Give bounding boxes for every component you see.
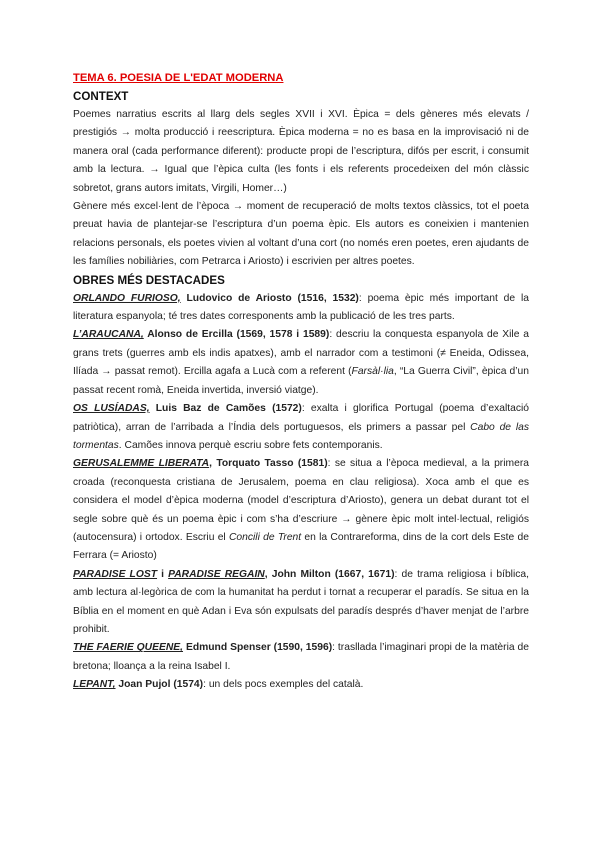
work-author: Edmund Spenser (1590, 1596): [183, 642, 333, 654]
work-description-cont: en la Contrareforma, dins de la cort dels Este de Ferrara (= Ariosto): [73, 531, 529, 562]
work-title: PARADISE LOST: [73, 568, 158, 580]
work-description-cont: , “La Guerra Civil”, èpica d’un passat recent romà, Eneida invertida, inversió viatge).: [73, 366, 530, 396]
work-entry-paradise: [73, 566, 529, 640]
work-author: , Torquato Tasso (1581): [209, 458, 328, 470]
work-title: OS LUSÍADAS,: [73, 403, 150, 415]
context-paragraph-1: Poemes narratius escrits al llarg dels segles XVII i XVI. Èpica = dels gèneres més elevats / prestigiós → molta producció i reescriptura. Èpica moderna = no es basa en la improvisació ni de manera oral (cada performance diferent): producte propi de l’escriptura, difós per escrit, i consumit amb la lectura. → Igual que l’èpica culta (les fonts i els referents procedeixen del món clàssic sobretot, grans autors imitats, Virgili, Homer…): [73, 109, 529, 194]
work-reference: Farsàl·lia: [351, 366, 394, 378]
work-title-joiner: i: [157, 568, 169, 580]
work-description: : descriu la conquesta espanyola de Xile a grans trets (guerres amb els indis apatxes), amb el narrador com a testimoni (≠ Eneida, Odissea, Ilíada → passat remot). Ercilla agafa a Lucà com a referent (: [73, 329, 530, 378]
work-author: Ludovico de Ariosto (1516, 1532): [180, 292, 359, 304]
work-author: Luis Baz de Camões (1572): [149, 403, 302, 415]
work-title: ORLANDO FURIOSO,: [73, 292, 181, 304]
work-title: GERUSALEMME LIBERATA: [73, 458, 210, 470]
work-title: L’ARAUCANA,: [73, 329, 144, 341]
work-entry-orlando: [73, 290, 529, 327]
context-paragraph-2: Gènere més excel·lent de l’època → moment de recuperació de molts textos clàssics, tot el poeta preuat havia de plantejar-se l’escriptura d’un poema èpic. Els autors es coneixien i mantenien relacions personals, els poetes vivien al voltant d’una cort (no només eren poetes, eren ajudants de les famílies nobiliàries, com Petrarca i Ariosto) i escrivien per altres poetes.: [73, 201, 529, 268]
work-description: : trasllada l’imaginari propi de la matèria de bretona; lloança a la reina Isabel I.: [73, 642, 529, 672]
work-author: , John Milton (1667, 1671): [264, 568, 395, 580]
section-heading-context: CONTEXT: [73, 90, 129, 103]
work-entry-faerie-queene: [73, 639, 529, 676]
work-description: : poema èpic més important de la literatura espanyola; té tres dates corresponents amb la publicació de les tres parts.: [73, 292, 529, 323]
work-description: : exalta i glorifica Portugal (poema d’exaltació patriòtica), arran de l’arribada a l’Índia dels portuguesos, els primers a passar pel: [73, 403, 529, 433]
work-entry-gerusalemme: [73, 455, 529, 565]
work-entry-lepant: [73, 676, 529, 694]
work-description: : de trama religiosa i bíblica, amb lectura al·legòrica de com la humanitat ha perdut i tornat a recuperar el paradís. Se situa en la Bíblia en el moment en què Adan i Eva són expulsats del paradís després d’haver menjat de l’arbre prohibit.: [73, 568, 529, 635]
work-reference: Concili de Trent: [228, 531, 302, 543]
work-title: THE FAERIE QUEENE,: [73, 642, 184, 654]
work-entry-araucana: [73, 326, 529, 400]
work-author: Joan Pujol (1574): [115, 679, 204, 691]
document-title: TEMA 6. POESIA DE L'EDAT MODERNA: [73, 72, 284, 84]
work-description-cont: . Camões innova perquè escriu sobre fets contemporanis.: [118, 439, 383, 451]
work-entry-lusiadas: [73, 400, 529, 455]
work-title-2: PARADISE REGAIN: [168, 568, 265, 580]
section-heading-works: OBRES MÉS DESTACADES: [73, 273, 225, 287]
work-description: : un dels pocs exemples del català.: [203, 679, 364, 691]
work-title: LEPANT,: [73, 679, 116, 691]
work-reference: Cabo de las tormentas: [73, 421, 529, 451]
work-author: Alonso de Ercilla (1569, 1578 i 1589): [143, 329, 330, 341]
work-description: : se situa a l’època medieval, a la primera croada (reconquesta cristiana de Jerusalem, poema en clau religiosa). Xoca amb el que es considera el model d’èpica moderna (model d’escriptura d’Ariosto), genera un debat durant tot el segle sobre què és un poema èpic i com s’ha d’escriure → gènere èpic molt intel·lectual, religiós (autocensura) i ortodox. Escriu el: [73, 458, 529, 543]
document-page: [73, 70, 529, 695]
